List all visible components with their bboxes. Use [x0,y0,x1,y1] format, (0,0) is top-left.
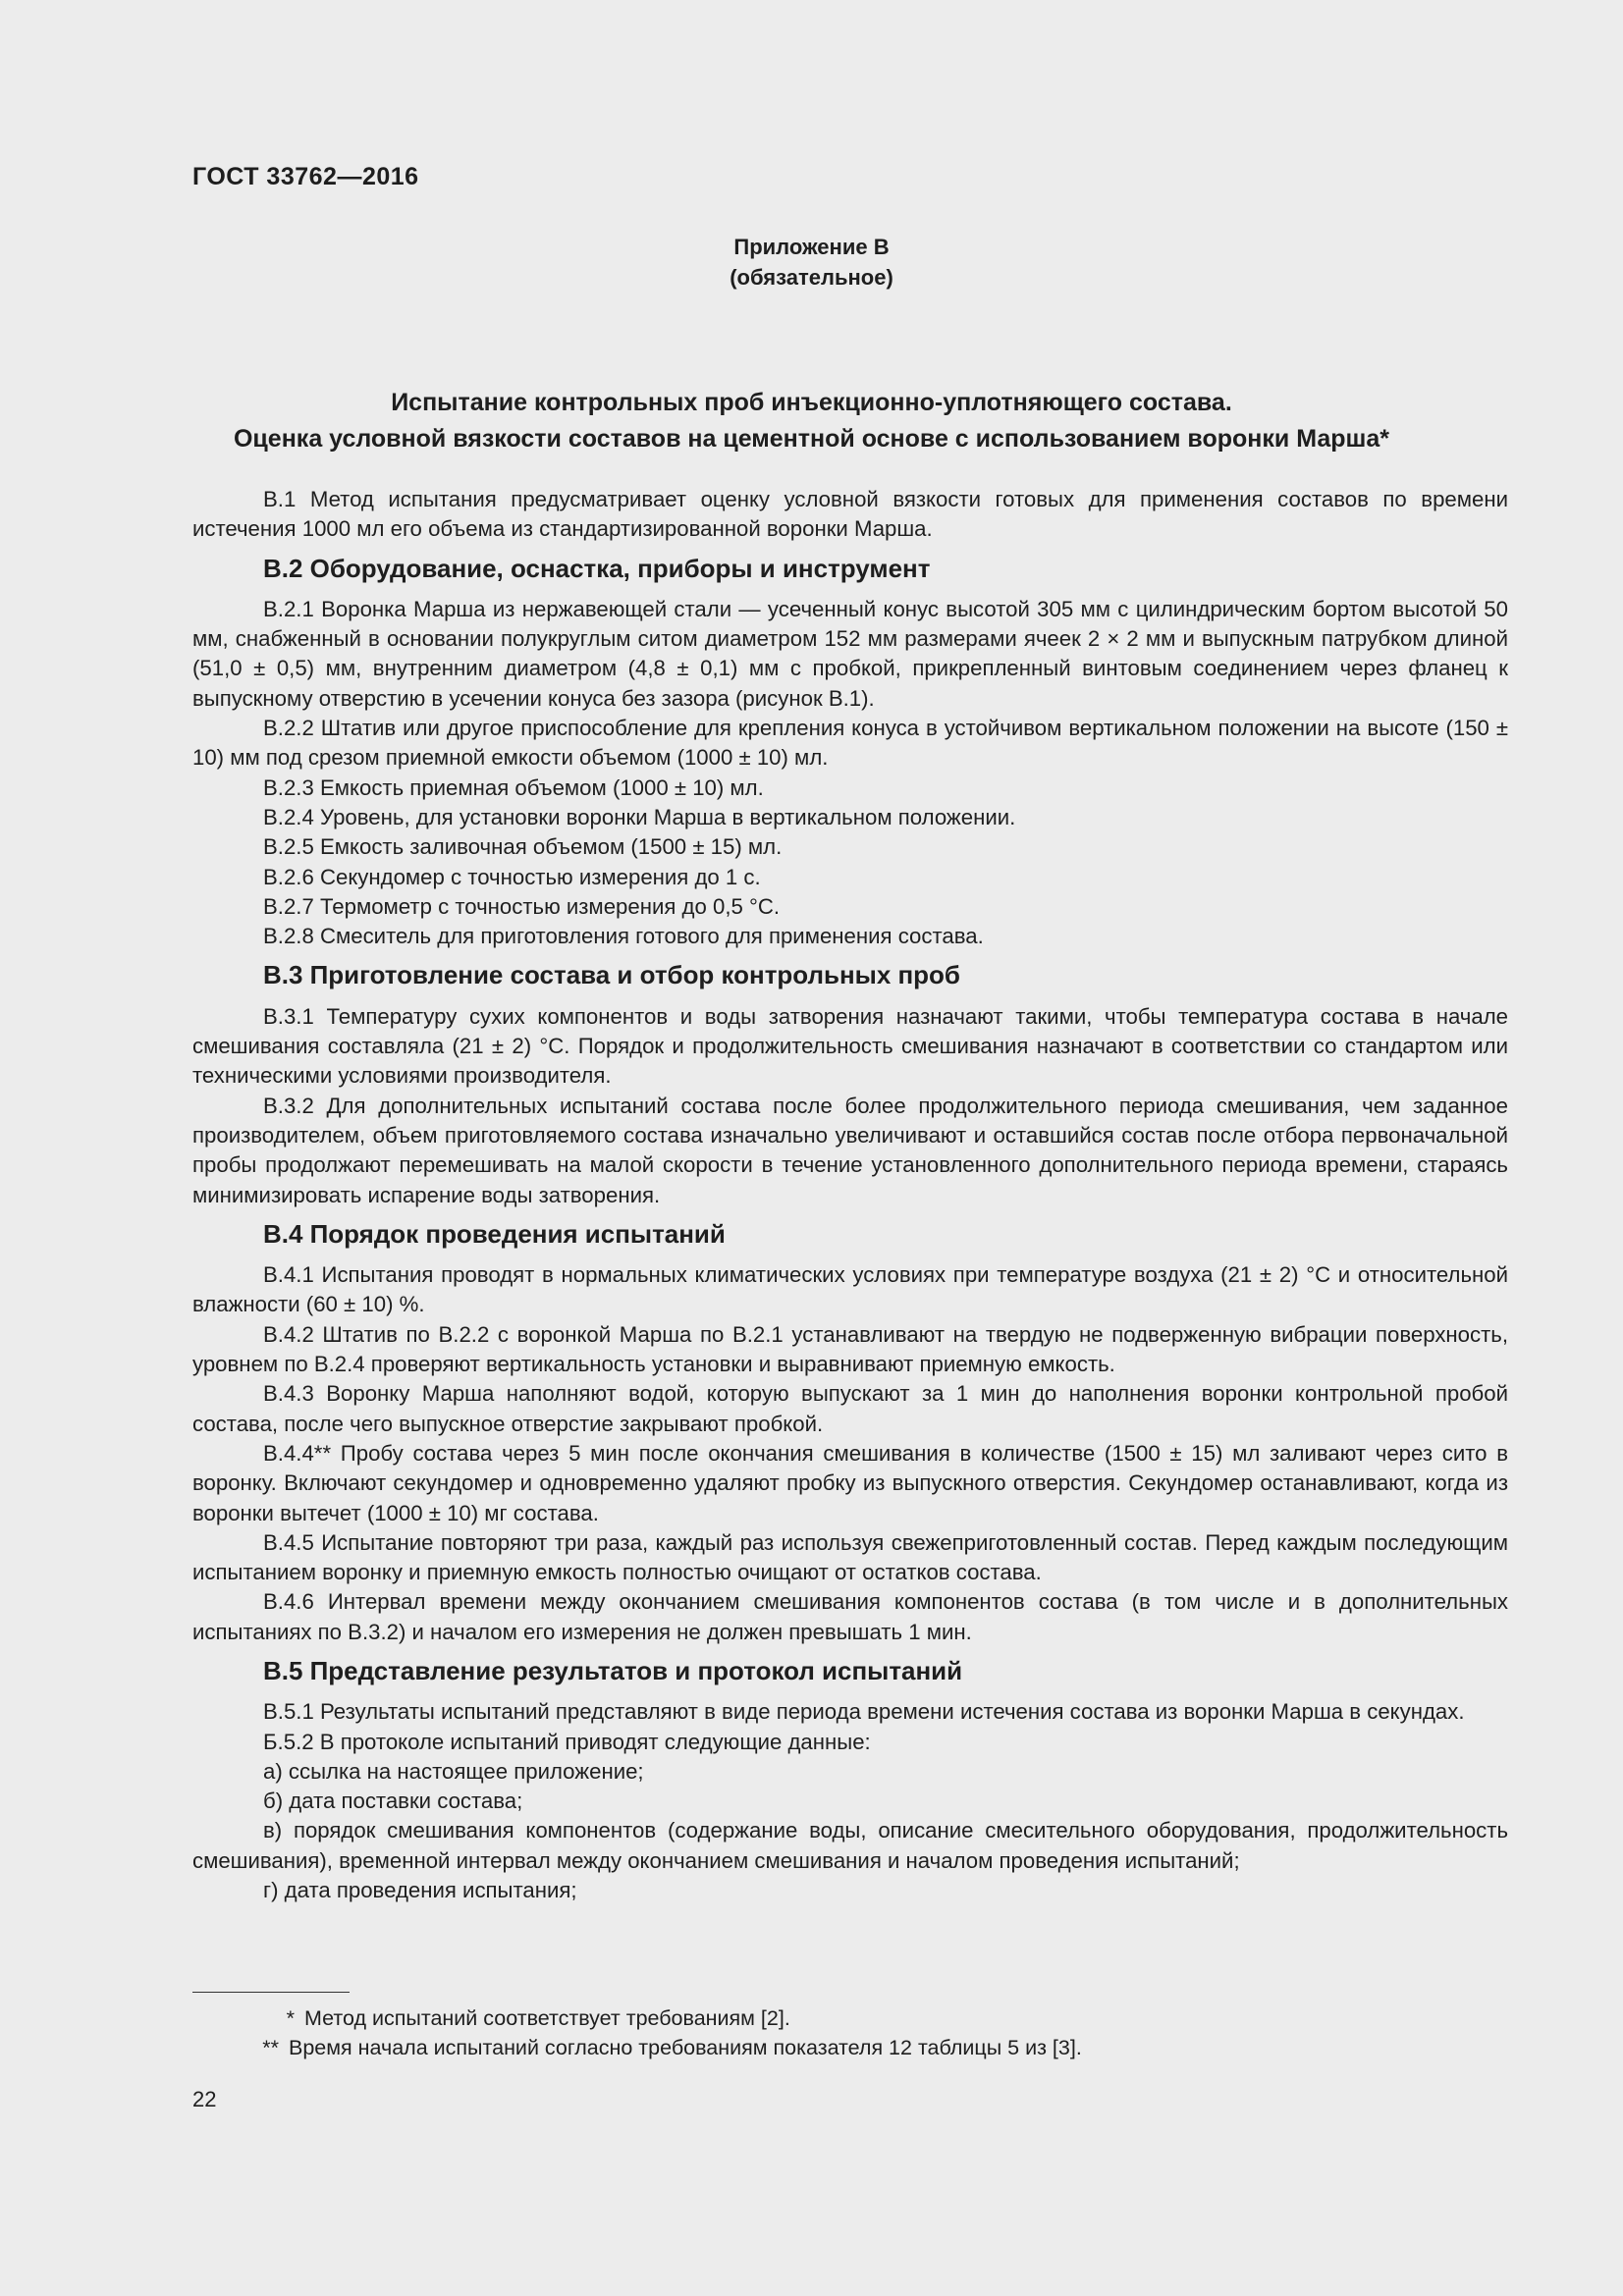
paragraph: В.4.2 Штатив по В.2.2 с воронкой Марша по В.2.1 устанавливают на твердую не подверженную вибрации поверхность, уровнем по В.2.4 проверяют вертикальность установки и выравнивают приемную емкость. [192,1321,1508,1377]
paragraph: В.3.2 Для дополнительных испытаний состава после более продолжительного периода смешивания, чем заданное производителем, объем приготовляемого состава изначально увеличивают и оставшийся состав после отбора первоначальной пробы продолжают перемешивать на малой скорости в течение установленного дополнительного периода времени, стараясь минимизировать испарение воды затворения. [192,1093,1508,1207]
footnote-mark: ** [262,2036,279,2060]
paragraph: В.2.6 Секундомер с точностью измерения до 1 с. [263,864,761,889]
document-body [192,485,1508,1905]
section-heading: В.5 Представление результатов и протокол испытаний [263,1655,963,1685]
annex-heading [0,232,1623,293]
section-heading: В.4 Порядок проведения испытаний [263,1218,726,1249]
paragraph: В.4.4** Пробу состава через 5 мин после окончания смешивания в количестве (1500 ± 15) мл заливают через сито в воронку. Включают секундомер и одновременно удаляют пробку из выпускного отверстия. Секундомер останавливают, когда из воронки вытечет (1000 ± 10) мг состава. [192,1440,1508,1525]
document-header: ГОСТ 33762—2016 [192,163,419,190]
annex-label: Приложение В [733,235,890,259]
paragraph: В.4.5 Испытание повторяют три раза, каждый раз используя свежеприготовленный состав. Перед каждым последующим испытанием воронку и приемную емкость полностью очищают от остатков состава. [192,1529,1508,1585]
paragraph: В.5.1 Результаты испытаний представляют в виде периода времени истечения состава из воронки Марша в секундах. [263,1699,1465,1725]
footnote-text: Время начала испытаний согласно требованиям показателя 12 таблицы 5 из [3]. [289,2036,1082,2060]
page-number: 22 [192,2087,217,2111]
footnotes [192,2003,1508,2063]
paragraph: В.2.5 Емкость заливочная объемом (1500 ± 15) мл. [263,834,783,860]
paragraph: г) дата проведения испытания; [263,1878,577,1903]
paragraph: В.1 Метод испытания предусматривает оценку условной вязкости готовых для применения составов по времени истечения 1000 мл его объема из стандартизированной воронки Марша. [192,487,1508,542]
paragraph: В.2.7 Термометр с точностью измерения до 0,5 °С. [263,893,781,919]
paragraph: В.4.3 Воронку Марша наполняют водой, которую выпускают за 1 мин до наполнения воронки контрольной пробой состава, после чего выпускное отверстие закрывают пробкой. [192,1381,1508,1436]
paragraph: В.2.8 Смеситель для приготовления готового для применения состава. [263,924,984,949]
section-heading: В.3 Приготовление состава и отбор контрольных проб [263,960,960,990]
paragraph: а) ссылка на настоящее приложение; [263,1758,644,1784]
paragraph: В.3.1 Температуру сухих компонентов и воды затворения назначают такими, чтобы температура состава в начале смешивания составляла (21 ± 2) °С. Порядок и продолжительность смешивания назначают в соответствии со стандартом или техническими условиями производителя. [192,1003,1508,1089]
paragraph: В.2.2 Штатив или другое приспособление для крепления конуса в устойчивом вертикальном положении на высоте (150 ± 10) мм под срезом приемной емкости объемом (1000 ± 10) мл. [192,716,1508,771]
annex-status: (обязательное) [730,265,893,290]
paragraph: в) порядок смешивания компонентов (содержание воды, описание смесительного оборудования, продолжительность смешивания), временной интервал между окончанием смешивания и началом проведения испытаний; [192,1818,1508,1873]
footnote-mark: * [286,2006,295,2030]
paragraph: В.2.1 Воронка Марша из нержавеющей стали — усеченный конус высотой 305 мм с цилиндрическим бортом высотой 50 мм, снабженный в основании полукруглым ситом диаметром 152 мм размерами ячеек 2 × 2 мм и выпускным патрубком длиной (51,0 ± 0,5) мм, внутренним диаметром (4,8 ± 0,1) мм с пробкой, прикрепленный винтовым соединением через фланец к выпускному отверстию в усечении конуса без зазора (рисунок В.1). [192,596,1508,711]
footnote-text: Метод испытаний соответствует требованиям [2]. [304,2006,790,2030]
annex-title-line-1: Испытание контрольных проб инъекционно-уплотняющего состава. [391,389,1232,416]
paragraph: В.4.6 Интервал времени между окончанием смешивания компонентов состава (в том числе и в дополнительных испытаниях по В.3.2) и началом его измерения не должен превышать 1 мин. [192,1589,1508,1644]
paragraph: б) дата поставки состава; [263,1789,523,1814]
footnote-1 [192,2003,1508,2033]
paragraph: В.4.1 Испытания проводят в нормальных климатических условиях при температуре воздуха (21 ± 2) °С и относительной влажности (60 ± 10) %. [192,1262,1508,1317]
paragraph: В.2.3 Емкость приемная объемом (1000 ± 10) мл. [263,774,764,800]
footnote-divider [192,1992,350,1993]
annex-title [0,385,1623,457]
paragraph: В.2.4 Уровень, для установки воронки Марша в вертикальном положении. [263,804,1016,829]
paragraph: Б.5.2 В протоколе испытаний приводят следующие данные: [263,1729,871,1754]
section-heading: В.2 Оборудование, оснастка, приборы и инструмент [263,553,931,583]
annex-title-line-2: Оценка условной вязкости составов на цементной основе с использованием воронки Марша* [233,425,1389,453]
footnote-2 [192,2033,1508,2062]
